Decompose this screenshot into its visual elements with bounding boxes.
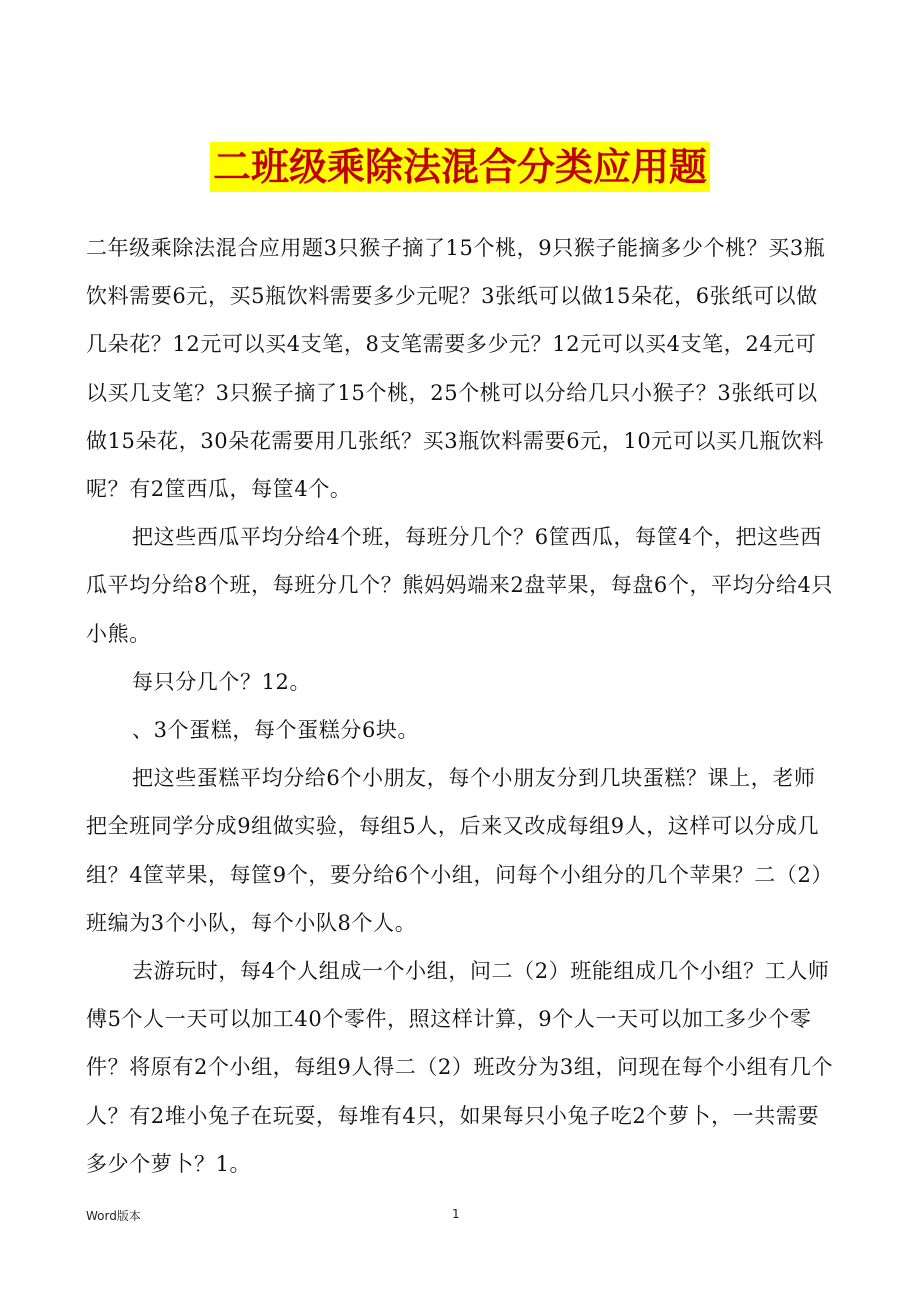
paragraph-5: 把这些蛋糕平均分给6个小朋友，每个小朋友分到几块蛋糕？课上，老师把全班同学分成9组做实验，每组5人，后来又改成每组9人，这样可以分成几组？4筐苹果，每筐9个，要分给6个小组，问每个小组分的几个苹果？二（2）班编为3个小队，每个小队8个人。 <box>86 766 834 935</box>
paragraph-6: 去游玩时，每4个人组成一个小组，问二（2）班能组成几个小组？工人师傅5个人一天可以加工40个零件，照这样计算，9个人一天可以加工多少个零件？将原有2个小组，每组9人得二（2）班改分为3组，问现在每个小组有几个人？有2堆小兔子在玩耍，每堆有4只，如果每只小兔子吃2个萝卜，一共需要多少个萝卜？1。 <box>86 959 834 1176</box>
paragraph-4: 、3个蛋糕，每个蛋糕分6块。 <box>132 718 420 743</box>
page-title: 二班级乘除法混合分类应用题 <box>210 142 710 192</box>
paragraph-1: 二年级乘除法混合应用题3只猴子摘了15个桃，9只猴子能摘多少个桃？买3瓶饮料需要6元，买5瓶饮料需要多少元呢？3张纸可以做15朵花，6张纸可以做几朵花？12元可以买4支笔，8支笔需要多少元？12元可以买4支笔，24元可以买几支笔？3只猴子摘了15个桃，25个桃可以分给几只小猴子？3张纸可以做15朵花，30朵花需要用几张纸？买3瓶饮料需要6元，10元可以买几瓶饮料呢？有2筐西瓜，每筐4个。 <box>86 236 826 502</box>
footer-page-number: 1 <box>452 1207 460 1221</box>
document-body <box>86 224 834 1188</box>
paragraph-2: 把这些西瓜平均分给4个班，每班分几个？6筐西瓜，每筐4个，把这些西瓜平均分给8个班，每班分几个？熊妈妈端来2盘苹果，每盘6个，平均分给4只小熊。 <box>86 525 834 646</box>
footer-word-version: Word版本 <box>86 1209 141 1223</box>
paragraph-3: 每只分几个？12。 <box>132 669 312 694</box>
title-container <box>0 142 920 192</box>
